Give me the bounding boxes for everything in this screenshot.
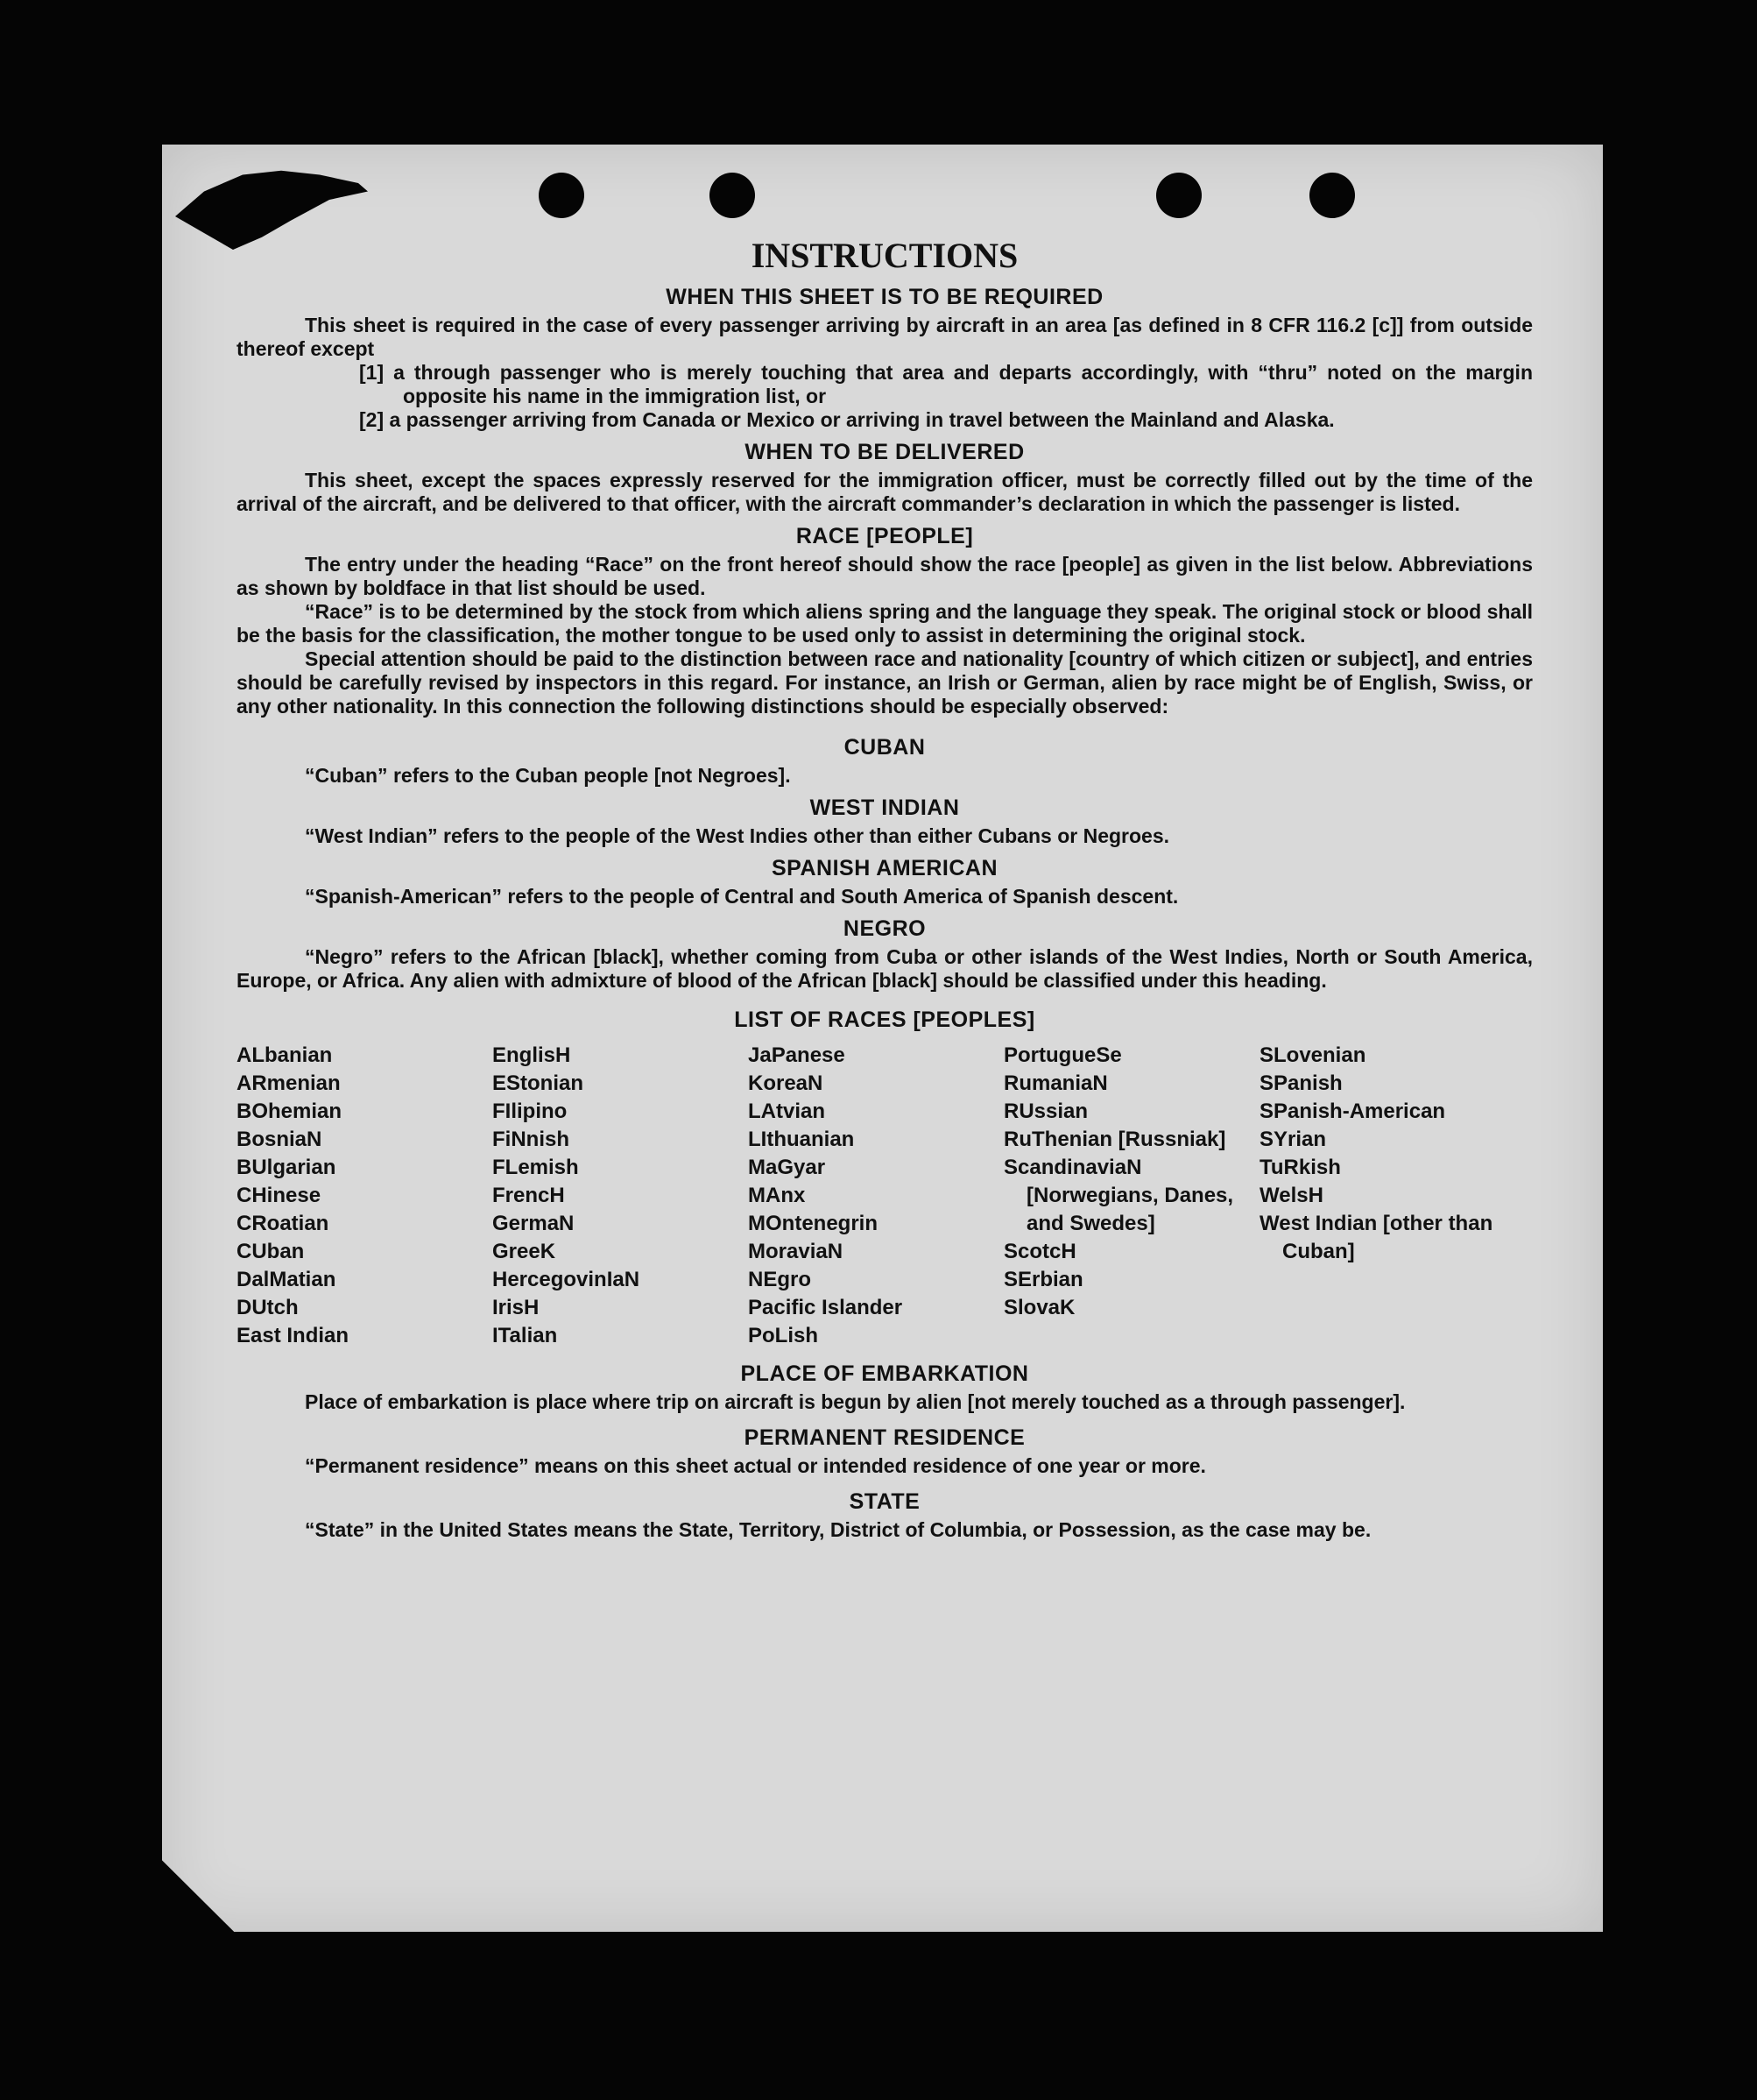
race-entry: SPanish-American — [1260, 1099, 1446, 1123]
west-indian-text: “West Indian” refers to the people of the West Indies other than either Cubans or Negroes. — [305, 824, 1170, 847]
race-entry: TuRkish — [1260, 1156, 1341, 1179]
race-entry: ALbanian — [236, 1043, 333, 1067]
race-entry: CUban — [236, 1240, 305, 1263]
punch-hole — [709, 173, 755, 218]
races-column-5 — [1260, 1042, 1515, 1350]
race-entry: NEgro — [748, 1268, 811, 1291]
heading-state: STATE — [849, 1489, 921, 1514]
races-column-1 — [236, 1042, 492, 1350]
race-entry: PoLish — [748, 1324, 819, 1347]
race-entry: ARmenian — [236, 1071, 341, 1095]
race-entry: MaGyar — [748, 1156, 826, 1179]
race-entry: WelsH — [1260, 1184, 1323, 1207]
race-entry: FrencH — [492, 1184, 565, 1207]
race-entry: LAtvian — [748, 1099, 826, 1123]
race-paragraph-3: Special attention should be paid to the distinction between race and nationality [country of which citizen or subject], and entries should be carefully revised by inspectors in this regard. For instance, an Irish or German, alien by race might be of English, Swiss, or any other nationality. In this connection the following distinctions should be especially observed: — [236, 647, 1533, 718]
race-entry: SYrian — [1260, 1128, 1327, 1151]
race-entry: ScotcH — [1004, 1240, 1076, 1263]
race-entry: DUtch — [236, 1296, 299, 1319]
race-entry: BosniaN — [236, 1128, 322, 1151]
race-entry: MOntenegrin — [748, 1212, 878, 1235]
race-entry: CRoatian — [236, 1212, 329, 1235]
race-entry: EnglisH — [492, 1043, 571, 1067]
race-entry: EStonian — [492, 1071, 584, 1095]
delivered-text: This sheet, except the spaces expressly reserved for the immigration officer, must be correctly filled out by the time of the arrival of the aircraft, and be delivered to that officer, with the aircraft commander’s declaration in which the passenger is listed. — [236, 469, 1533, 515]
races-column-3 — [748, 1042, 1004, 1350]
punch-hole — [1156, 173, 1202, 218]
heading-spanish-american: SPANISH AMERICAN — [771, 856, 998, 880]
race-entry: Pacific Islander — [748, 1296, 903, 1319]
race-entry: FIlipino — [492, 1099, 568, 1123]
negro-text: “Negro” refers to the African [black], whether coming from Cuba or other islands of the West Indies, North or South America, Europe, or Africa. Any alien with admixture of blood of the African [black] should be classified under this heading. — [236, 945, 1533, 992]
heading-negro: NEGRO — [843, 916, 927, 941]
race-paragraph-1: The entry under the heading “Race” on the front hereof should show the race [people] as given in the list below. Abbreviations as shown by boldface in that list should be used. — [236, 553, 1533, 599]
punch-hole — [539, 173, 584, 218]
race-entry: CHinese — [236, 1184, 321, 1207]
embarkation-text: Place of embarkation is place where trip on aircraft is begun by alien [not merely touched as a through passenger]. — [305, 1390, 1406, 1413]
race-entry: FiNnish — [492, 1128, 569, 1151]
race-entry: JaPanese — [748, 1043, 845, 1067]
races-column-4 — [1004, 1042, 1260, 1350]
heading-list-of-races: LIST OF RACES [PEOPLES] — [734, 1008, 1035, 1032]
punch-hole — [1309, 173, 1355, 218]
race-entry: GermaN — [492, 1212, 575, 1235]
race-entry: GreeK — [492, 1240, 556, 1263]
race-entry: KoreaN — [748, 1071, 823, 1095]
heading-cuban: CUBAN — [843, 735, 926, 760]
race-entry: BUlgarian — [236, 1156, 336, 1179]
spanish-american-text: “Spanish-American” refers to the people of Central and South America of Spanish descent. — [305, 885, 1179, 908]
race-entry: PortugueSe — [1004, 1043, 1122, 1067]
heading-delivered: WHEN TO BE DELIVERED — [744, 440, 1025, 464]
race-entry: BOhemian — [236, 1099, 342, 1123]
instructions-body — [236, 228, 1533, 1542]
heading-west-indian: WEST INDIAN — [809, 795, 960, 820]
race-entry: SLovenian — [1260, 1043, 1366, 1067]
race-entry: FLemish — [492, 1156, 579, 1179]
race-entry: RuThenian [Russniak] — [1004, 1128, 1226, 1151]
required-intro: This sheet is required in the case of every passenger arriving by aircraft in an area [as defined in 8 CFR 116.2 [c]] from outside thereof except — [236, 314, 1533, 360]
required-item-1: [1] a through passenger who is merely touching that area and departs accordingly, with “thru” noted on the margin opposite his name in the immigration list, or — [359, 361, 1533, 407]
page-title: INSTRUCTIONS — [751, 236, 1019, 275]
race-paragraph-2: “Race” is to be determined by the stock from which aliens spring and the language they speak. The original stock or blood shall be the basis for the classification, the mother tongue to be used only to assist in determining the original stock. — [236, 600, 1533, 647]
race-entry: IrisH — [492, 1296, 540, 1319]
race-entry: SPanish — [1260, 1071, 1343, 1095]
race-entry: ScandinaviaN [Norwegians, Danes, and Swedes] — [1004, 1156, 1234, 1235]
cuban-text: “Cuban” refers to the Cuban people [not Negroes]. — [305, 764, 791, 787]
heading-race: RACE [PEOPLE] — [795, 524, 974, 548]
state-text: “State” in the United States means the State, Territory, District of Columbia, or Possession, as the case may be. — [305, 1518, 1372, 1541]
races-list — [236, 1042, 1533, 1350]
race-entry: DalMatian — [236, 1268, 336, 1291]
heading-permanent-residence: PERMANENT RESIDENCE — [744, 1425, 1026, 1450]
heading-embarkation: PLACE OF EMBARKATION — [740, 1361, 1029, 1386]
race-entry: East Indian — [236, 1324, 349, 1347]
heading-required: WHEN THIS SHEET IS TO BE REQUIRED — [666, 285, 1104, 309]
race-entry: RUssian — [1004, 1099, 1089, 1123]
residence-text: “Permanent residence” means on this sheet actual or intended residence of one year or more. — [305, 1454, 1206, 1477]
race-entry: RumaniaN — [1004, 1071, 1108, 1095]
races-column-2 — [492, 1042, 748, 1350]
race-entry: HercegovinIaN — [492, 1268, 640, 1291]
required-item-2: [2] a passenger arriving from Canada or Mexico or arriving in travel between the Mainland and Alaska. — [359, 408, 1335, 431]
race-entry: SErbian — [1004, 1268, 1083, 1291]
race-entry: West Indian [other than Cuban] — [1260, 1212, 1493, 1263]
race-entry: SlovaK — [1004, 1296, 1076, 1319]
race-entry: MAnx — [748, 1184, 806, 1207]
race-entry: LIthuanian — [748, 1128, 855, 1151]
race-entry: MoraviaN — [748, 1240, 843, 1263]
race-entry: ITalian — [492, 1324, 558, 1347]
